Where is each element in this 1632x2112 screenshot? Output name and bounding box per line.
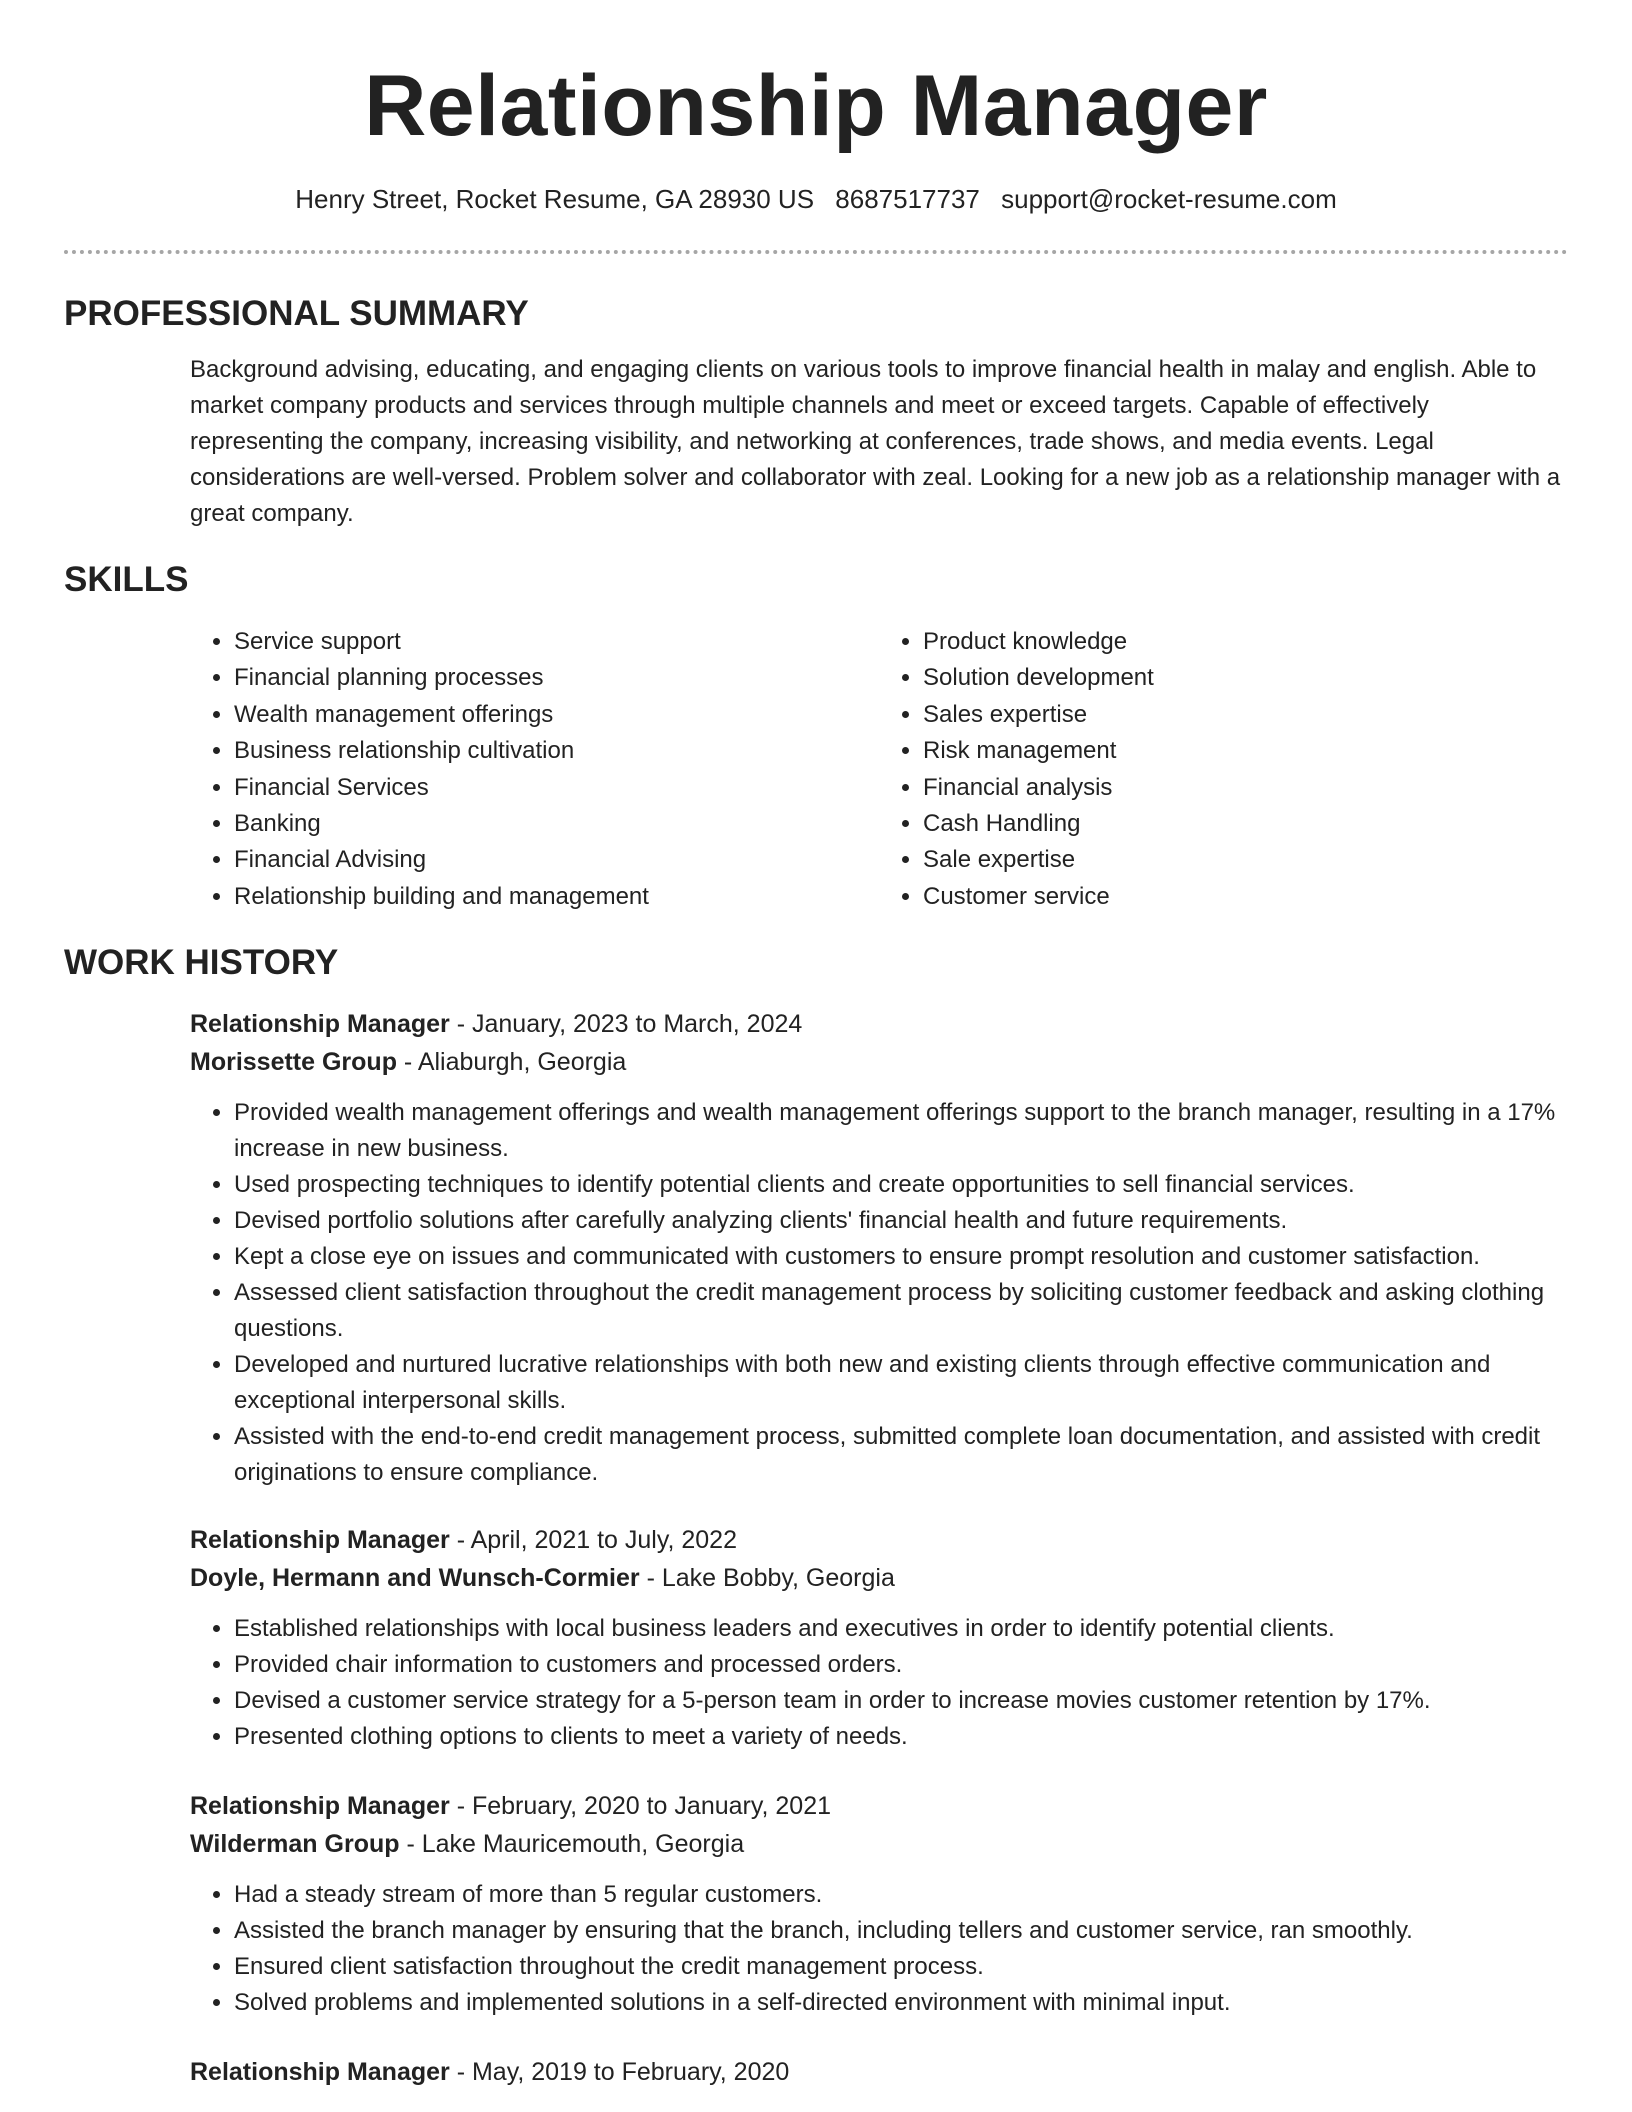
job-location: - Lake Bobby, Georgia xyxy=(639,1564,895,1593)
summary-text: Background advising, educating, and engaging clients on various tools to improve financial health in malay and english. Able to market company products and services through multiple channels and meet or exceed targets. Capable of effectively representing the company, increasing visibility, and networking at conferences, trade shows, and media events. Legal considerations are well-versed. Problem solver and collaborator with zeal. Looking for a new job as a relationship manager with a great company. xyxy=(190,356,1561,527)
job-entry xyxy=(190,1521,1568,1755)
job-bullet: • Assessed client satisfaction throughout the credit management process by soliciting customer feedback and asking clothing questions. xyxy=(234,1275,1568,1347)
job-role-line xyxy=(190,1005,1568,1043)
job-entry xyxy=(190,2053,1568,2091)
job-bullets xyxy=(190,1611,1568,1755)
job-bullet: • Kept a close eye on issues and communicated with customers to ensure prompt resolution and customer satisfaction. xyxy=(234,1239,1568,1275)
job-role-line xyxy=(190,1787,1568,1825)
contact-line xyxy=(64,182,1568,216)
job-dates: - February, 2020 to January, 2021 xyxy=(449,1792,832,1821)
job-dates: - April, 2021 to July, 2022 xyxy=(449,1526,737,1555)
job-role: Relationship Manager xyxy=(190,2058,450,2087)
job-bullet: • Presented clothing options to clients to meet a variety of needs. xyxy=(234,1719,1568,1755)
job-role-line xyxy=(190,1521,1568,1559)
resume-name: Relationship Manager xyxy=(364,58,1268,154)
job-bullet: • Had a steady stream of more than 5 regular customers. xyxy=(234,1877,1568,1913)
summary-body xyxy=(190,352,1568,532)
job-bullet: • Solved problems and implemented solutions in a self-directed environment with minimal input. xyxy=(234,1985,1568,2021)
skills-right-list xyxy=(879,624,1568,915)
skill-item: • Product knowledge xyxy=(923,624,1568,660)
job-company: Wilderman Group xyxy=(190,1830,400,1859)
summary-title: PROFESSIONAL SUMMARY xyxy=(64,294,529,333)
job-bullet: • Developed and nurtured lucrative relationships with both new and existing clients through effective communication and exceptional interpersonal skills. xyxy=(234,1347,1568,1419)
skill-item: • Cash Handling xyxy=(923,806,1568,842)
work-section xyxy=(64,941,1568,2091)
job-bullet: • Used prospecting techniques to identify potential clients and create opportunities to sell financial services. xyxy=(234,1167,1568,1203)
job-role: Relationship Manager xyxy=(190,1010,450,1039)
job-role-line xyxy=(190,2053,1568,2091)
skill-item: • Financial Advising xyxy=(234,842,879,878)
resume-page xyxy=(64,0,1568,2091)
skill-item: • Wealth management offerings xyxy=(234,697,879,733)
job-bullet: • Ensured client satisfaction throughout the credit management process. xyxy=(234,1949,1568,1985)
job-bullet: • Provided wealth management offerings and wealth management offerings support to the branch manager, resulting in a 17% increase in new business. xyxy=(234,1095,1568,1167)
skill-item: • Service support xyxy=(234,624,879,660)
job-bullet: • Established relationships with local business leaders and executives in order to identify potential clients. xyxy=(234,1611,1568,1647)
job-location: - Lake Mauricemouth, Georgia xyxy=(399,1830,745,1859)
job-bullets xyxy=(190,1877,1568,2021)
job-bullet: • Provided chair information to customers and processed orders. xyxy=(234,1647,1568,1683)
skills-section xyxy=(64,558,1568,915)
job-dates: - May, 2019 to February, 2020 xyxy=(449,2058,790,2087)
contact-address: Henry Street, Rocket Resume, GA 28930 US xyxy=(295,184,815,214)
job-company-line xyxy=(190,1559,1568,1597)
job-company-line xyxy=(190,1043,1568,1081)
header-divider xyxy=(64,250,1568,254)
skills-grid xyxy=(190,624,1568,915)
skill-item: • Relationship building and management xyxy=(234,879,879,915)
job-entry xyxy=(190,1005,1568,1491)
contact-phone: 8687517737 xyxy=(835,184,980,214)
job-location: - Aliaburgh, Georgia xyxy=(396,1048,627,1077)
job-role: Relationship Manager xyxy=(190,1526,450,1555)
skill-item: • Risk management xyxy=(923,733,1568,769)
job-role: Relationship Manager xyxy=(190,1792,450,1821)
skill-item: • Financial analysis xyxy=(923,770,1568,806)
skill-item: • Sales expertise xyxy=(923,697,1568,733)
job-bullet: • Devised portfolio solutions after carefully analyzing clients' financial health and future requirements. xyxy=(234,1203,1568,1239)
contact-email: support@rocket-resume.com xyxy=(1001,184,1337,214)
job-company-line xyxy=(190,1825,1568,1863)
skill-item: • Sale expertise xyxy=(923,842,1568,878)
job-company: Doyle, Hermann and Wunsch-Cormier xyxy=(190,1564,640,1593)
skills-title: SKILLS xyxy=(64,560,189,599)
skills-left-list xyxy=(190,624,879,915)
job-bullet: • Assisted with the end-to-end credit management process, submitted complete loan documentation, and assisted with credit originations to ensure compliance. xyxy=(234,1419,1568,1491)
work-title: WORK HISTORY xyxy=(64,943,339,983)
skill-item: • Solution development xyxy=(923,660,1568,696)
summary-section xyxy=(64,292,1568,532)
skill-item: • Banking xyxy=(234,806,879,842)
skill-item: • Customer service xyxy=(923,879,1568,915)
skill-item: • Financial planning processes xyxy=(234,660,879,696)
skill-item: • Financial Services xyxy=(234,770,879,806)
work-body xyxy=(190,1005,1568,2091)
job-bullet: • Assisted the branch manager by ensuring that the branch, including tellers and customer service, ran smoothly. xyxy=(234,1913,1568,1949)
job-bullets xyxy=(190,1095,1568,1491)
job-entry xyxy=(190,1787,1568,2021)
job-company: Morissette Group xyxy=(190,1048,397,1077)
job-dates: - January, 2023 to March, 2024 xyxy=(449,1010,803,1039)
job-bullet: • Devised a customer service strategy for a 5-person team in order to increase movies customer retention by 17%. xyxy=(234,1683,1568,1719)
skill-item: • Business relationship cultivation xyxy=(234,733,879,769)
